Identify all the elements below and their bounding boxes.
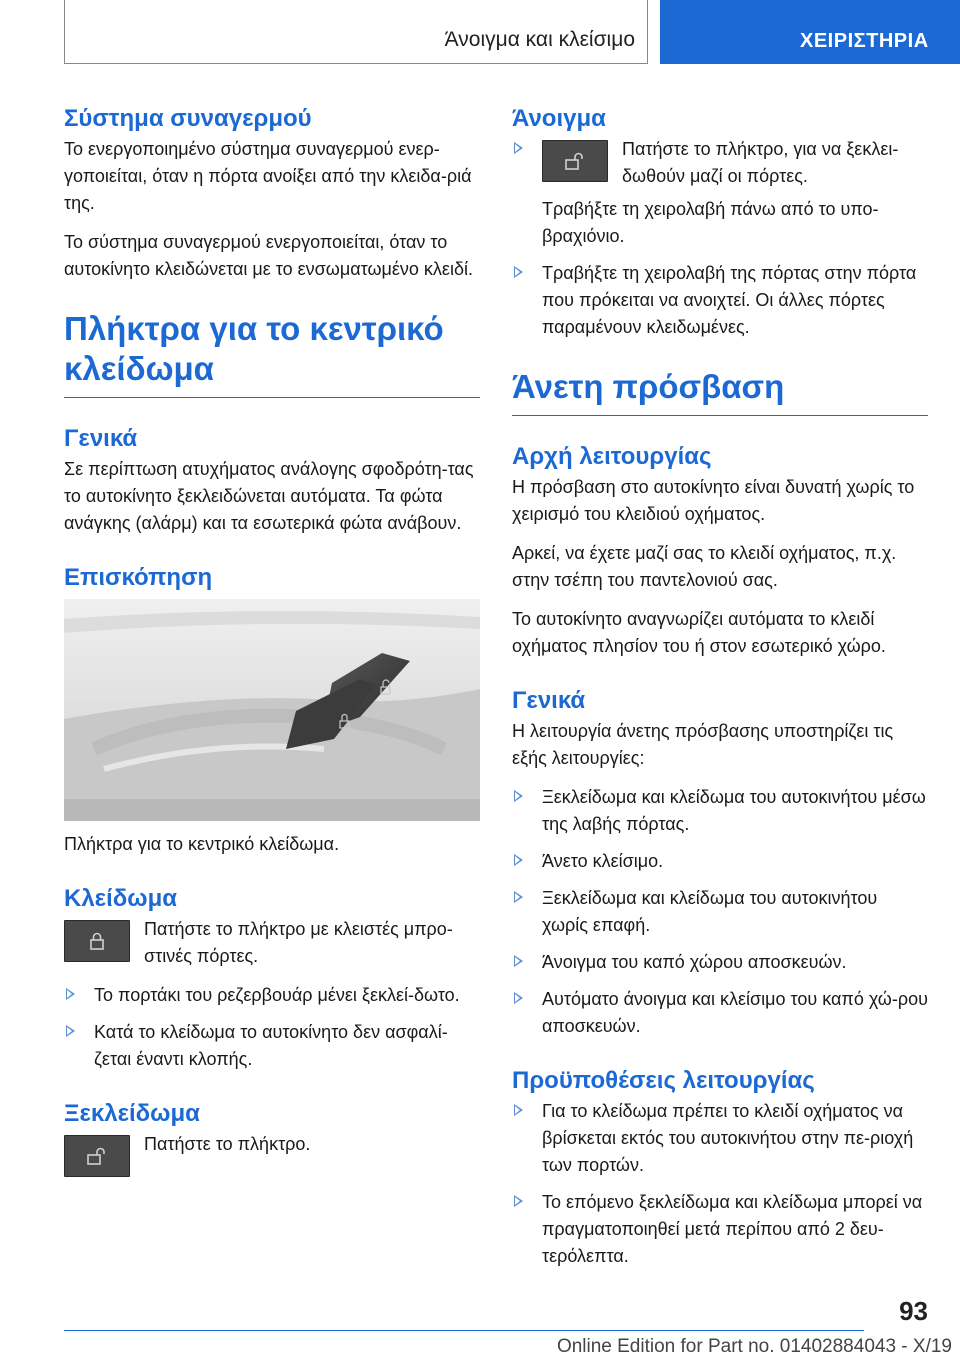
- footer-divider: [64, 1330, 864, 1331]
- right-column: [512, 104, 928, 1282]
- header-section-box: [64, 0, 648, 64]
- list-item: Τραβήξτε τη χειρολαβή της πόρτας στην πόρτα που πρόκειται να ανοιχτεί. Οι άλλες πόρτες παραμένουν κλειδωμένες.: [512, 260, 928, 341]
- heading-general: Γενικά: [64, 425, 138, 452]
- list-item: Ξεκλείδωμα και κλείδωμα του αυτοκινήτου μέσω της λαβής πόρτας.: [512, 784, 928, 838]
- heading-general-comfort: Γενικά: [512, 687, 586, 714]
- heading-unlock: Ξεκλείδωμα: [64, 1100, 200, 1127]
- list-item: Για το κλείδωμα πρέπει το κλειδί οχήματος να βρίσκεται εκτός του αυτοκινήτου στην πε-ριοχή των πορτών.: [512, 1098, 928, 1179]
- heading-principle: Αρχή λειτουργίας: [512, 443, 712, 470]
- unlock-key-row: [64, 1131, 480, 1177]
- unlock-key-icon: [64, 1135, 130, 1177]
- unlock-key-icon: [542, 140, 608, 182]
- triangle-bullet-icon: [66, 1025, 75, 1037]
- door-panel-illustration: [64, 599, 480, 821]
- list-item: Το πορτάκι του ρεζερβουάρ μένει ξεκλεί-δωτο.: [64, 982, 480, 1009]
- page-number: 93: [899, 1296, 928, 1326]
- lock-key-row: [64, 916, 480, 970]
- heading-central-locking: Πλήκτρα για το κεντρικό κλείδωμα: [64, 309, 480, 398]
- list-item: Κατά το κλείδωμα το αυτοκίνητο δεν ασφαλί-ζεται έναντι κλοπής.: [64, 1019, 480, 1073]
- open-steps: [512, 136, 928, 341]
- heading-open: Άνοιγμα: [512, 105, 606, 132]
- heading-prerequisites: Προϋποθέσεις λειτουργίας: [512, 1067, 815, 1094]
- general-comfort-text: Η λειτουργία άνετης πρόσβασης υποστηρίζει τις εξής λειτουργίες:: [512, 721, 894, 768]
- triangle-bullet-icon: [66, 988, 75, 1000]
- list-item: Ξεκλείδωμα και κλείδωμα του αυτοκινήτου χωρίς επαφή.: [512, 885, 928, 939]
- principle-text-2: Αρκεί, να έχετε μαζί σας το κλειδί οχήματος, π.χ. στην τσέπη του παντελονιού σας.: [512, 543, 897, 590]
- alarm-text-1: Το ενεργοποιημένο σύστημα συναγερμού ενερ-γοποιείται, όταν η πόρτα ανοίξει από την κλειδα-ριά της.: [64, 139, 472, 213]
- prereq-list: [512, 1098, 928, 1270]
- principle-text-1: Η πρόσβαση στο αυτοκίνητο είναι δυνατή χωρίς το χειρισμό του κλειδιού οχήματος.: [512, 477, 915, 524]
- triangle-bullet-icon: [514, 854, 523, 866]
- left-column: [64, 104, 480, 1189]
- open-step1-text: Πατήστε το πλήκτρο, για να ξεκλει-δωθούν μαζί οι πόρτες.: [622, 139, 899, 186]
- heading-lock: Κλείδωμα: [64, 885, 178, 912]
- photo-caption: Πλήκτρα για το κεντρικό κλείδωμα.: [64, 834, 340, 854]
- heading-alarm: Σύστημα συναγερμού: [64, 105, 312, 132]
- triangle-bullet-icon: [514, 1195, 523, 1207]
- triangle-bullet-icon: [514, 266, 523, 278]
- door-panel-photo: [64, 599, 480, 821]
- triangle-bullet-icon: [514, 1104, 523, 1116]
- triangle-bullet-icon: [514, 142, 523, 154]
- chapter-tab: ΧΕΙΡΙΣΤΗΡΙΑ: [660, 0, 960, 64]
- triangle-bullet-icon: [514, 891, 523, 903]
- heading-overview: Επισκόπηση: [64, 564, 213, 591]
- unlock-text: Πατήστε το πλήκτρο.: [144, 1134, 311, 1154]
- lock-bullet-list: [64, 982, 480, 1073]
- list-item: Το επόμενο ξεκλείδωμα και κλείδωμα μπορεί να πραγματοποιηθεί μετά περίπου από 2 δευ-τερόλεπτα.: [512, 1189, 928, 1270]
- feature-list: [512, 784, 928, 1040]
- triangle-bullet-icon: [514, 790, 523, 802]
- edition-text: Online Edition for Part no. 01402884043 - X/19: [556, 1336, 952, 1357]
- alarm-text-2: Το σύστημα συναγερμού ενεργοποιείται, όταν το αυτοκίνητο κλειδώνεται με το ενσωματωμένο κλειδί.: [64, 232, 473, 279]
- list-item: Άνοιγμα του καπό χώρου αποσκευών.: [512, 949, 928, 976]
- section-title: Άνοιγμα και κλείσιμο: [444, 28, 635, 51]
- lock-text: Πατήστε το πλήκτρο με κλειστές μπρο-στινές πόρτες.: [144, 919, 453, 966]
- triangle-bullet-icon: [514, 992, 523, 1004]
- lock-key-icon: [64, 920, 130, 962]
- list-item: Αυτόματο άνοιγμα και κλείσιμο του καπό χώ-ρου αποσκευών.: [512, 986, 928, 1040]
- triangle-bullet-icon: [514, 955, 523, 967]
- general-text: Σε περίπτωση ατυχήματος ανάλογης σφοδρότη-τας το αυτοκίνητο ξεκλειδώνεται αυτόματα. Τα φώτα ανάγκης (αλάρμ) και τα εσωτερικά φώτα ανάβουν.: [64, 459, 474, 533]
- list-item: Άνετο κλείσιμο.: [512, 848, 928, 875]
- open-step1-sub: Τραβήξτε τη χειρολαβή πάνω από το υπο-βραχιόνιο.: [542, 199, 879, 246]
- open-key-row: [542, 136, 928, 190]
- principle-text-3: Το αυτοκίνητο αναγνωρίζει αυτόματα το κλειδί οχήματος πλησίον του ή στον εσωτερικό χώρο.: [512, 609, 886, 656]
- heading-comfort-access: Άνετη πρόσβαση: [512, 367, 928, 416]
- list-item: [512, 136, 928, 250]
